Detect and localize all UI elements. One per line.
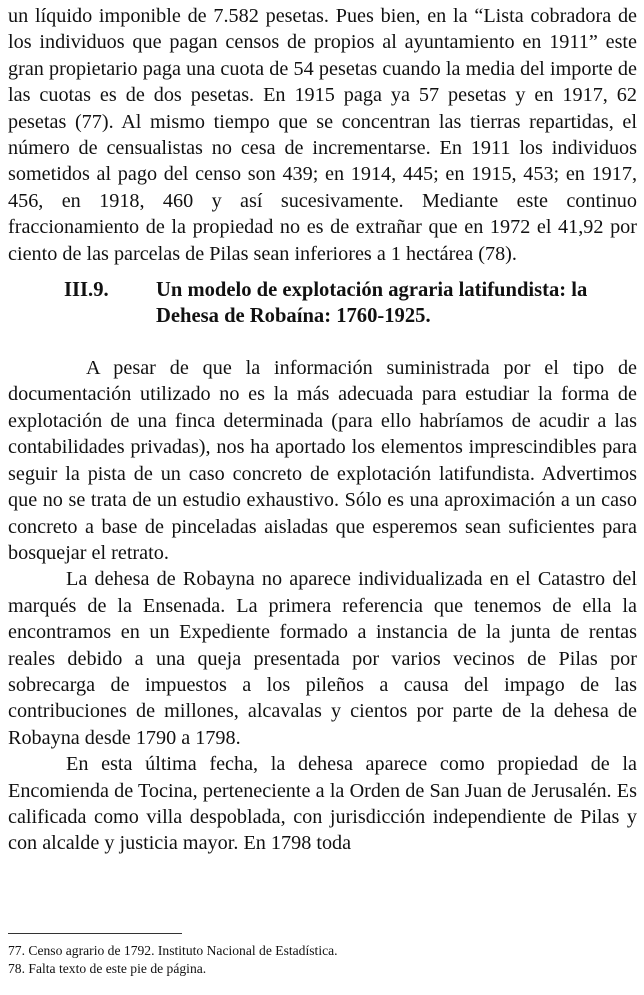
paragraph-2: A pesar de que la información suministrada por el tipo de documentación utilizado no es la más adecuada para estudiar la forma de explotación de una finca determinada (para ello habríamos de acudir a las contabilidades privadas), nos ha aportado los elementos imprescindibles para seguir la pista de un caso concreto de explotación latifundista. Advertimos que no se trata de un estudio exhaustivo. Sólo es una aproximación a un caso concreto a base de pinceladas aisladas que esperemos sean suficientes para bosquejar el retrato.: [8, 357, 637, 564]
heading-number: III.9.: [64, 279, 109, 302]
paragraph-3: La dehesa de Robayna no aparece individualizada en el Catastro del marqués de la Ensenada. La primera referencia que tenemos de ella la encontramos en un Expediente formado a instancia de la junta de rentas reales debido a una queja presentada por varios vecinos de Pilas por sobrecarga de impuestos a los pileños a causa del impago de las contribuciones de millones, alcavalas y cientos por parte de la dehesa de Robayna desde 1790 a 1798.: [8, 568, 637, 749]
footnote-78: 78. Falta texto de este pie de página.: [8, 961, 207, 976]
page-body: [8, 3, 637, 857]
paragraph-1: un líquido imponible de 7.582 pesetas. Pues bien, en la “Lista cobradora de los individuos que pagan censos de propios al ayuntamiento en 1911” este gran propietario paga una cuota de 54 pesetas cuando la media del importe de las cuotas es de dos pesetas. En 1915 paga ya 57 pesetas y en 1917, 62 pesetas (77). Al mismo tiempo que se concentran las tierras repartidas, el número de censualistas no cesa de incrementarse. En 1911 los individuos sometidos al pago del censo son 439; en 1914, 445; en 1915, 453; en 1917, 456, en 1918, 460 y así sucesivamente. Mediante este continuo fraccionamiento de la propiedad no es de extrañar que en 1972 el 41,92 por ciento de las parcelas de Pilas sean inferiores a 1 hectárea (78).: [8, 5, 637, 265]
paragraph-4: En esta última fecha, la dehesa aparece como propiedad de la Encomienda de Tocina, perteneciente a la Orden de San Juan de Jerusalén. Es calificada como villa despoblada, con jurisdicción independiente de Pilas y con alcalde y justicia mayor. En 1798 toda: [8, 753, 637, 855]
section-heading: [64, 277, 637, 329]
footnote-77: 77. Censo agrario de 1792. Instituto Nacional de Estadística.: [8, 943, 338, 958]
footnote-rule: [8, 933, 182, 934]
footnotes: [8, 942, 637, 978]
heading-title: Un modelo de explotación agraria latifundista: la Dehesa de Robaína: 1760-1925.: [156, 279, 588, 328]
